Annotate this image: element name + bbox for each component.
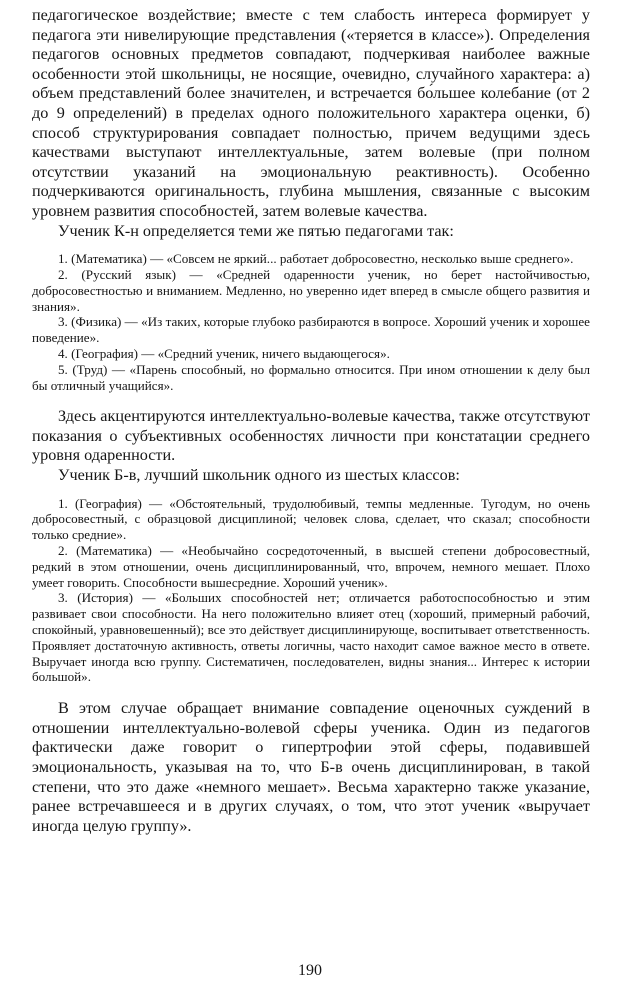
assessment-item: 4. (География) — «Средний ученик, ничего выдающегося». [58,345,390,361]
teacher-assessments-bv [32,496,590,686]
paragraph-student-kn-heading: Ученик К-н определяется теми же пятью педагогами так: [58,221,454,240]
paragraph-student-bv-heading: Ученик Б-в, лучший школьник одного из шестых классов: [58,466,460,485]
page-number: 190 [298,962,322,979]
assessment-item: 2. (Математика) — «Необычайно сосредоточенный, в высшей степени добросовестный, редкий в этом отношении, очень дисциплинированный, что, впрочем, немного мешает. Плохо умеет говорить. Способности вышесредние. Хороший ученик». [32,543,590,590]
paragraph-kn-conclusion: Здесь акцентируются интеллектуально-волевые качества, также отсутствуют показания о субъективных особенностях личности при констатации среднего уровня одаренности. [32,407,590,465]
paragraph-bv-conclusion: В этом случае обращает внимание совпадение оценочных суждений в отношении интеллектуально-волевой сферы ученика. Один из педагогов фактически даже говорит о гипертрофии этой сферы, подавившей эмоциональность, указывая на то, что Б-в очень дисциплинирован, в такой степени, что это даже «немного мешает». Весьма характерно также указание, ранее встречавшееся и в других случаях, о том, что этот ученик «выручает иногда целую группу». [32,699,590,835]
assessment-item: 3. (История) — «Больших способностей нет; отличается работоспособностью и этим развивает свои способности. На него положительно влияет отец (хороший, примерный рабочий, спокойный, уравновешенный); все это действует дисциплинирующе, воспитывает ответственность. Проявляет достаточную активность, ответы логичны, часто находит самое важное место в ответе. Выручает иногда всю группу. Систематичен, последователен, видны знания... Интерес к истории большой». [32,590,590,685]
assessment-item: 2. (Русский язык) — «Средней одаренности ученик, но берет настойчивостью, добросовестностью и вниманием. Медленно, но уверенно идет вперед в смысле общего развития и знания». [32,266,590,314]
assessment-item: 5. (Труд) — «Парень способный, но формально относится. При ином отношении к делу был бы отличный учащийся». [32,361,590,393]
teacher-assessments-kn [32,251,590,393]
assessment-item: 1. (География) — «Обстоятельный, трудолюбивый, темпы медленные. Тугодум, но очень добросовестный, с образцовой дисциплиной; человек слова, сделает, что сказал; способности только средние». [32,495,590,543]
assessment-item: 3. (Физика) — «Из таких, которые глубоко разбираются в вопросе. Хороший ученик и хорошее поведение». [32,314,590,346]
paragraph-intro: педагогическое воздействие; вместе с тем слабость интереса формирует у педагога эти нивелирующие представления («теряется в классе»). Определения педагогов основных предметов совпадают, подчеркивая наиболее важные особенности этой школьницы, не носящие, очевидно, случайного характера: а) объем представлений более значителен, и встречается бо́льшее колебание (от 2 до 9 определений) в пределах одного положительного характера оценки, б) способ структурирования совпадает полностью, причем ведущими здесь качествами выступают интеллектуальные, затем волевые (при полном отсутствии указаний на эмоциональную реактивность). Особенно подчеркиваются оригинальность, глубина мышления, связанные с высоким уровнем развития способностей, затем волевые качества. [32,6,590,220]
assessment-item: 1. (Математика) — «Совсем не яркий... работает добросовестно, несколько выше среднего». [58,251,574,267]
